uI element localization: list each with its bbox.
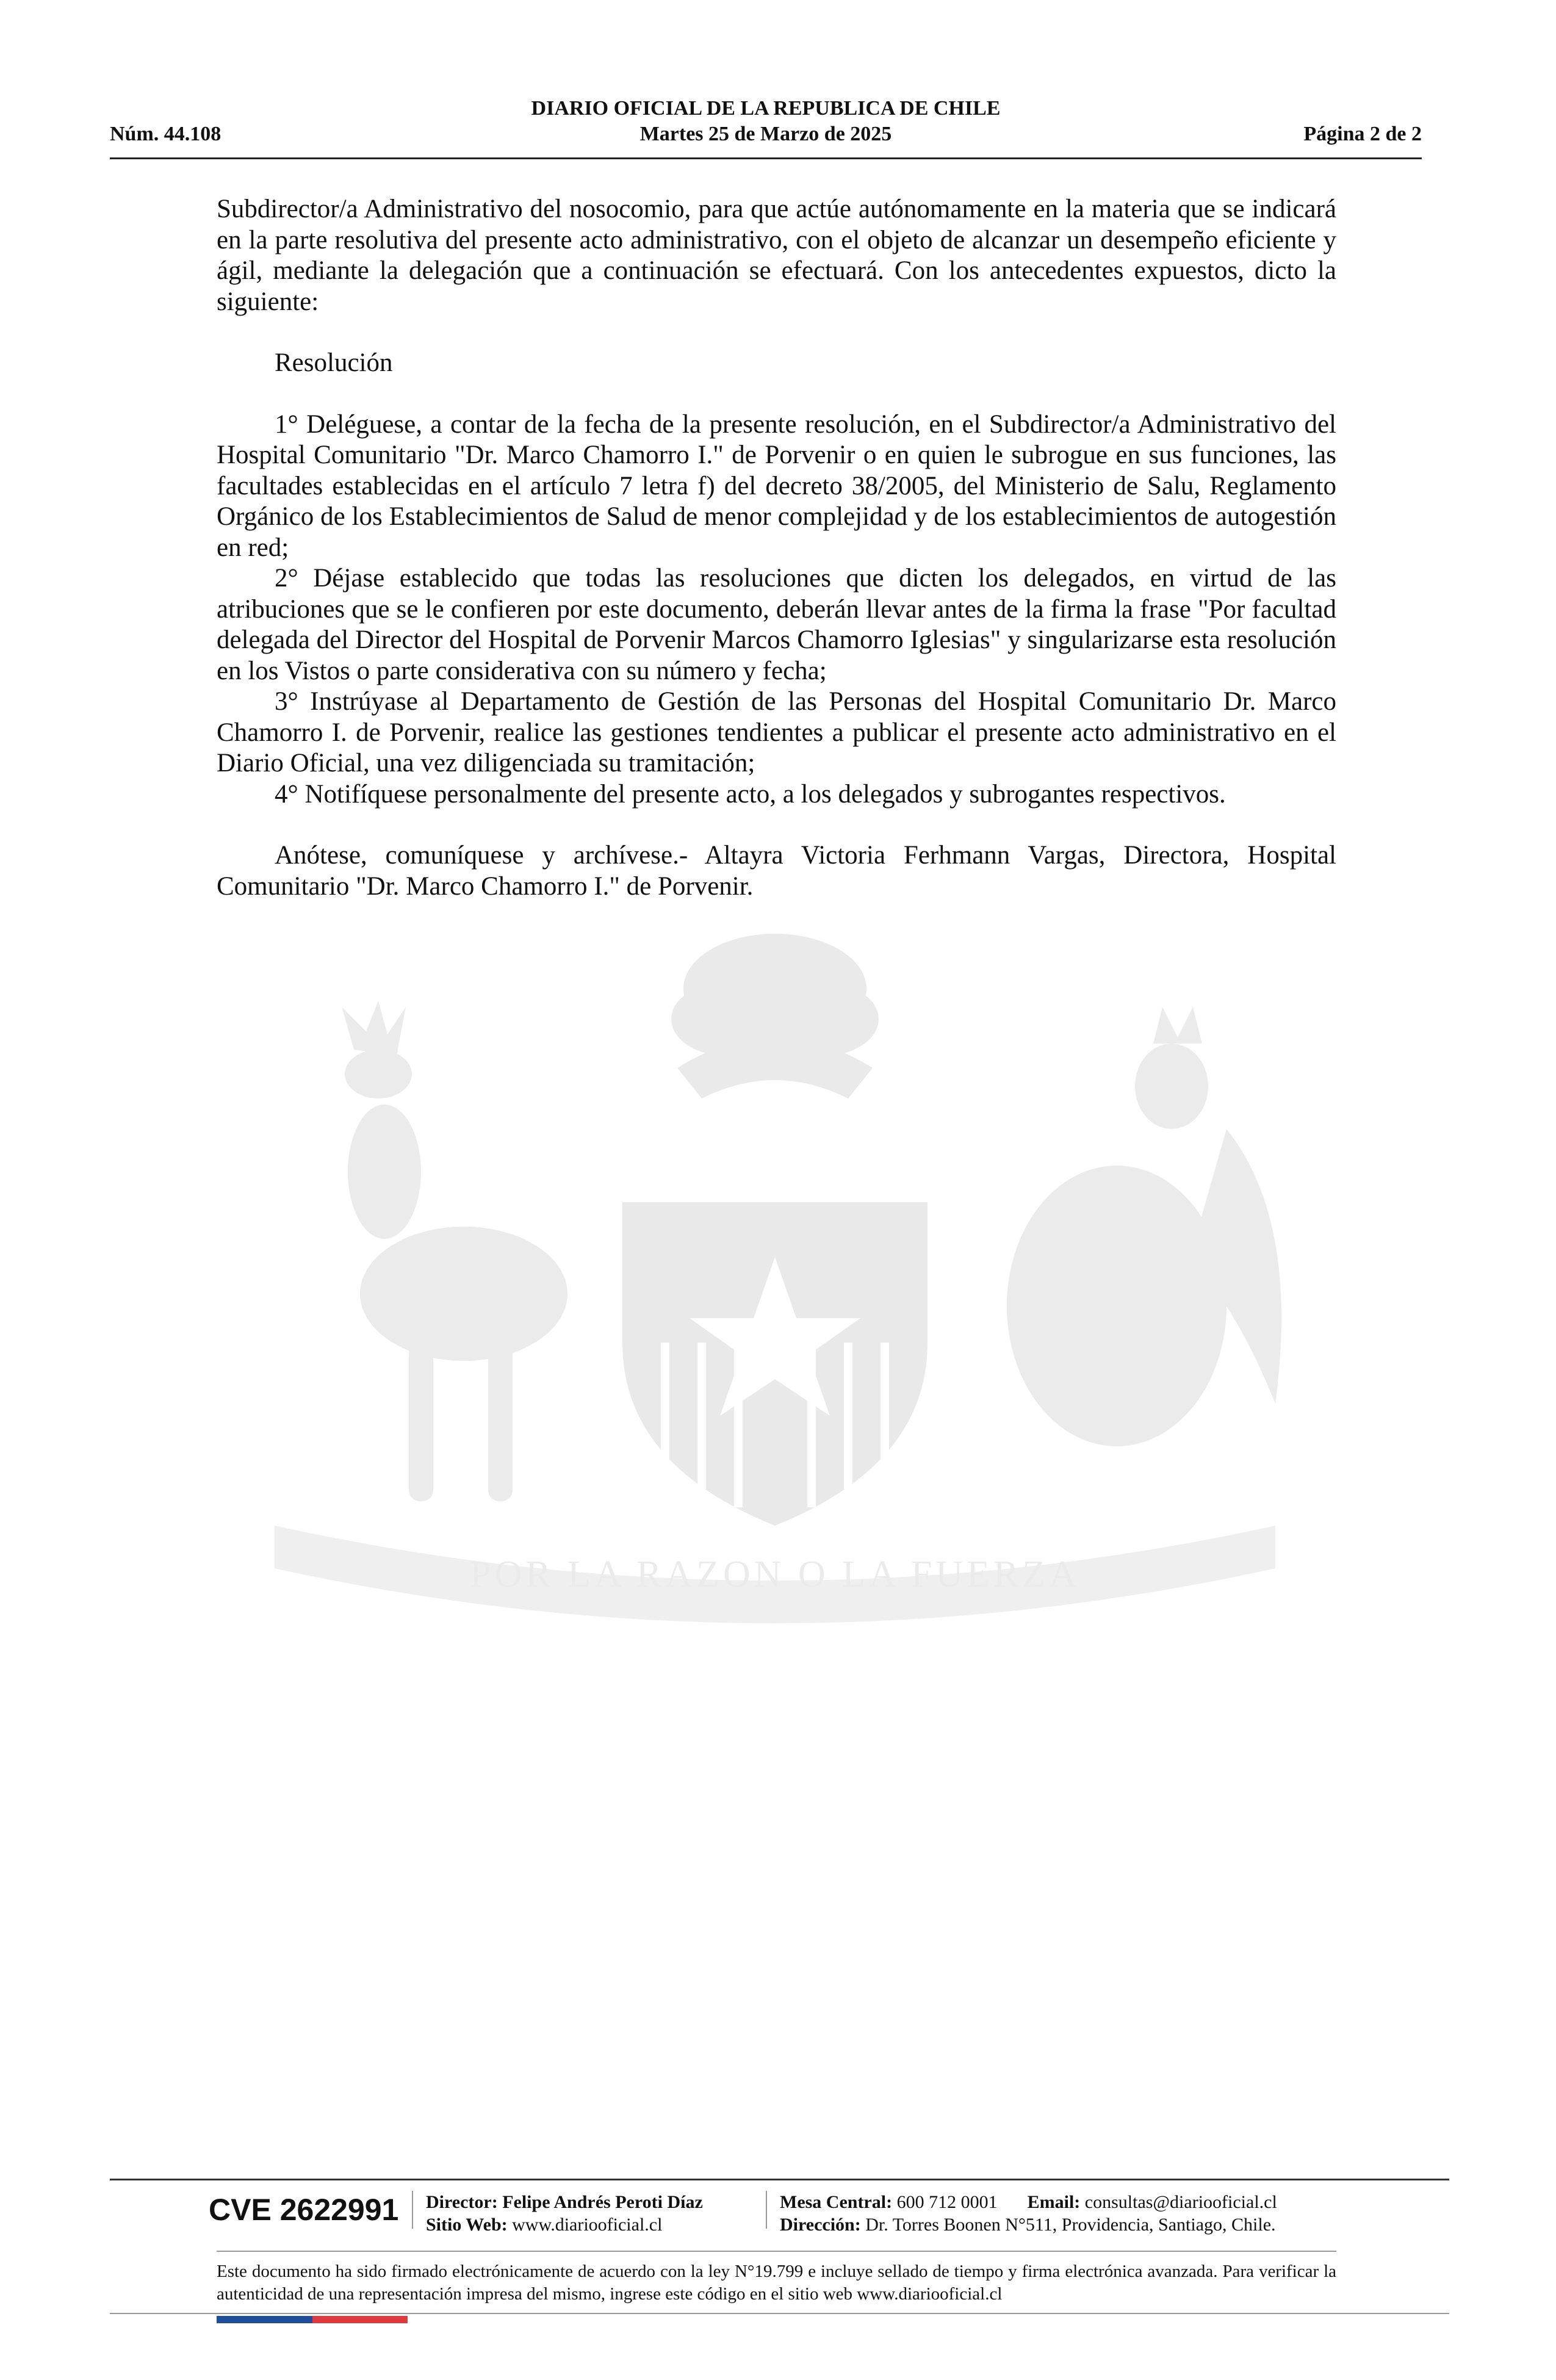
flag-blue-segment: [217, 2316, 312, 2323]
document-body: [217, 194, 1336, 902]
director-label: Director:: [426, 2192, 498, 2212]
header-divider: [110, 157, 1422, 159]
footer-separator: [766, 2191, 767, 2229]
phone-label: Mesa Central:: [780, 2192, 893, 2212]
email-label: Email:: [1027, 2192, 1081, 2212]
resolution-item-1: 1° Deléguese, a contar de la fecha de la presente resolución, en el Subdirector/a Administrativo del Hospital Comunitario "Dr. Marco Chamorro I." de Porvenir o en quien le subrogue en sus funciones, las facultades establecidas en el artículo 7 letra f) del decreto 38/2005, del Ministerio de Salu, Reglamento Orgánico de los Establecimientos de Salud de menor complejidad y de los establecimientos de autogestión en red;: [217, 409, 1336, 562]
resolution-item-2: 2° Déjase establecido que todas las resoluciones que dicten los delegados, en virtud de las atribuciones que se le confieren por este documento, deberán llevar antes de la firma la frase "Por facultad delegada del Director del Hospital de Porvenir Marcos Chamorro Iglesias" y singularizarse esta resolución en los Vistos o parte considerativa con su número y fecha;: [217, 564, 1336, 685]
email-link[interactable]: consultas@diariooficial.cl: [1084, 2192, 1277, 2212]
issue-number: Núm. 44.108: [110, 123, 222, 145]
footer-separator: [412, 2191, 413, 2229]
resolution-item-4: 4° Notifíquese personalmente del presente acto, a los delegados y subrogantes respectivos.: [275, 779, 1226, 809]
closing-paragraph: Anótese, comuníquese y archívese.- Altayra Victoria Ferhmann Vargas, Directora, Hospital Comunitario "Dr. Marco Chamorro I." de Porvenir.: [217, 841, 1336, 901]
flag-color-bar: [217, 2316, 408, 2323]
page-header: [110, 93, 1422, 157]
publication-title: DIARIO OFICIAL DE LA REPUBLICA DE CHILE: [531, 97, 1001, 120]
website-label: Sitio Web:: [426, 2215, 508, 2235]
paragraph-gap: [217, 317, 1336, 348]
signature-notice: Este documento ha sido firmado electrónicamente de acuerdo con la ley N°19.799 e incluye sellado de tiempo y firma electrónica avanzada. Para verificar la autenticidad de una representación impresa del mismo, ingrese este código en el sitio web www.diariooficial.cl: [217, 2262, 1336, 2304]
footer-contact-block: [780, 2191, 1277, 2236]
director-name: Felipe Andrés Peroti Díaz: [502, 2192, 703, 2212]
paragraph-gap: [217, 379, 1336, 409]
address-label: Dirección:: [780, 2215, 861, 2235]
cve-code: CVE 2622991: [209, 2193, 399, 2227]
address-text: Dr. Torres Boonen N°511, Providencia, Santiago, Chile.: [865, 2215, 1276, 2235]
resolution-item-3: 3° Instrúyase al Departamento de Gestión de las Personas del Hospital Comunitario Dr. Marco Chamorro I. de Porvenir, realice las gestiones tendientes a publicar el presente acto administrativo en el Diario Oficial, una vez diligenciada su tramitación;: [217, 687, 1336, 777]
paragraph-gap: [217, 810, 1336, 840]
footer-top-divider: [110, 2179, 1449, 2180]
resolution-heading: Resolución: [275, 348, 393, 377]
phone-number: 600 712 0001: [896, 2192, 998, 2212]
footer-bottom-divider: [110, 2313, 1449, 2314]
footer-mid-divider: [217, 2251, 1336, 2252]
watermark-motto: POR LA RAZON O LA FUERZA: [469, 1554, 1081, 1595]
footer-director-block: [426, 2191, 703, 2236]
flag-red-segment: [312, 2316, 408, 2323]
issue-date: Martes 25 de Marzo de 2025: [639, 123, 892, 145]
website-link[interactable]: www.diariooficial.cl: [512, 2215, 663, 2235]
intro-paragraph: Subdirector/a Administrativo del nosocomio, para que actúe autónomamente en la materia que se indicará en la parte resolutiva del presente acto administrativo, con el objeto de alcanzar un desempeño eficiente y ágil, mediante la delegación que a continuación se efectuará. Con los antecedentes expuestos, dicto la siguiente:: [217, 195, 1336, 316]
coat-of-arms-icon: [201, 915, 1349, 1678]
page-indicator: Página 2 de 2: [1303, 123, 1422, 145]
